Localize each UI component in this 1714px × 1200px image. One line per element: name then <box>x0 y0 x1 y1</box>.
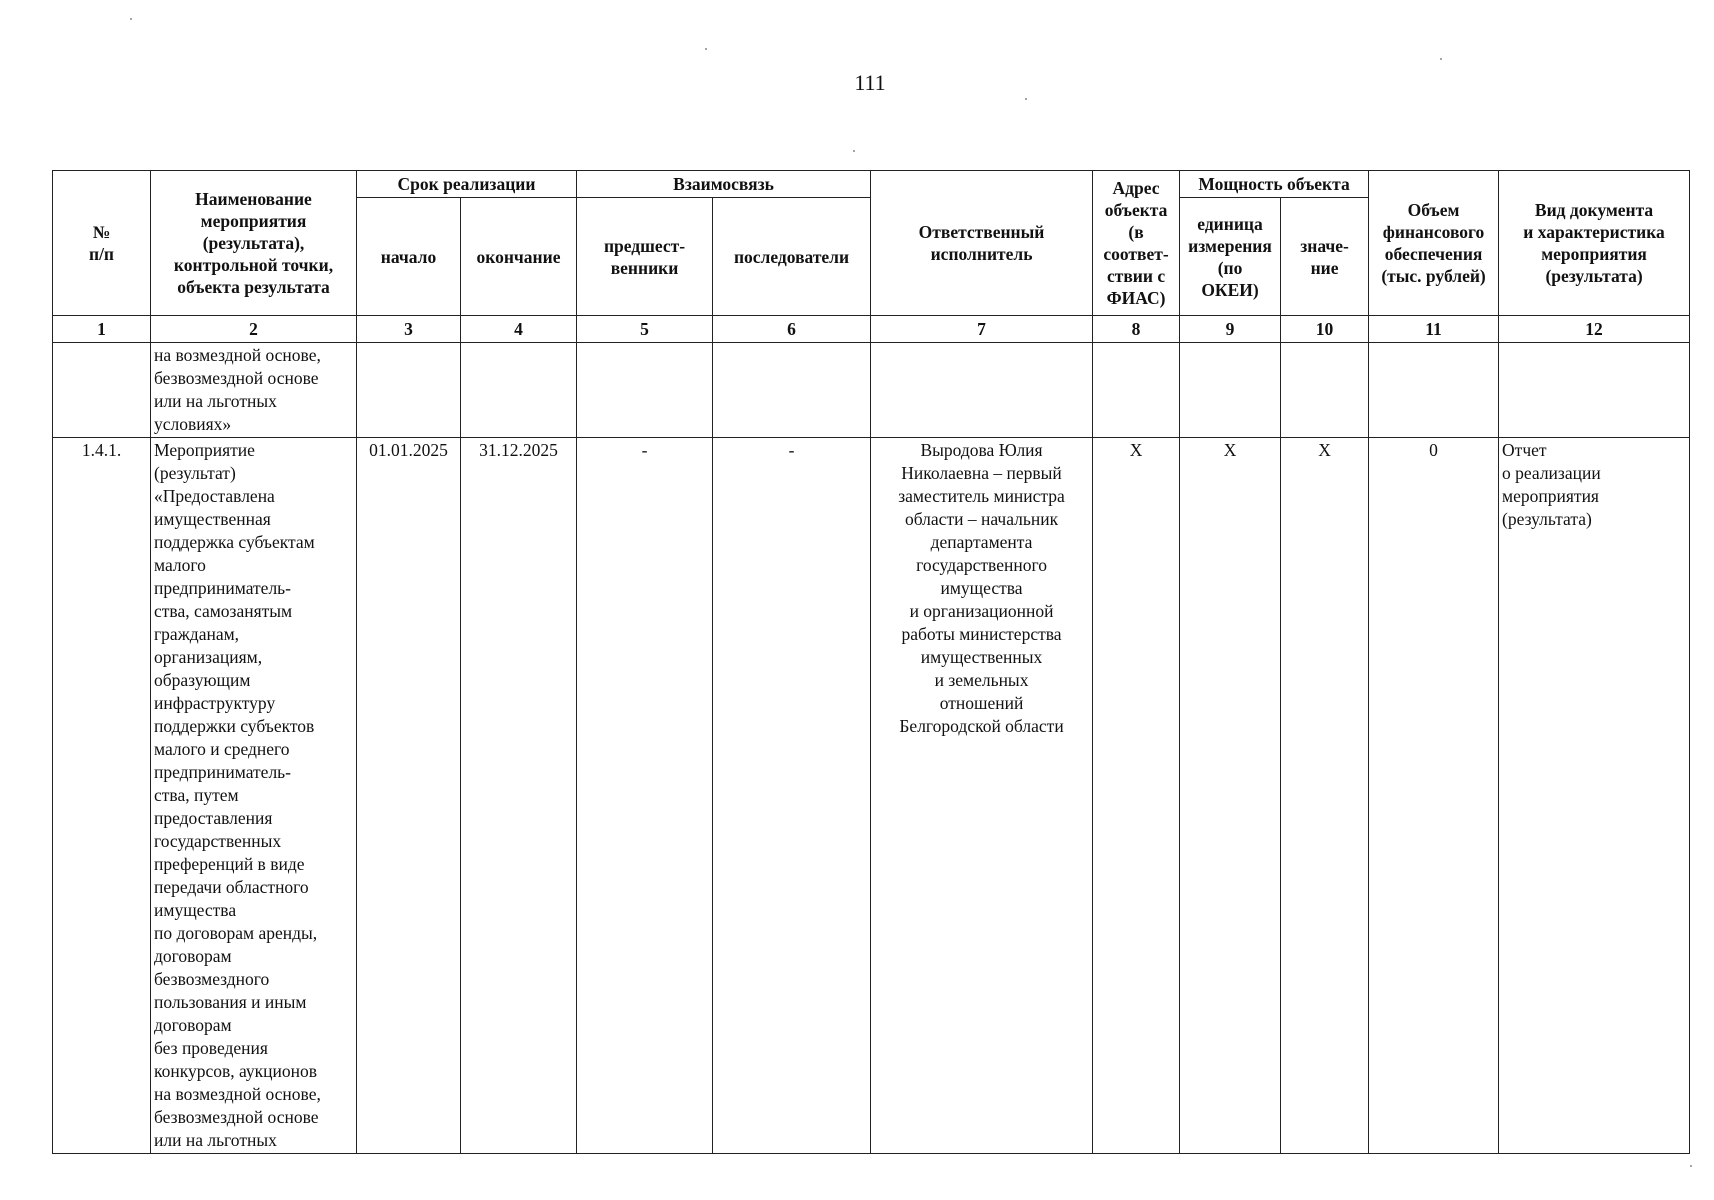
row-predecessors: - <box>577 438 713 1154</box>
row-name: на возмездной основе, безвозмездной основе или на льготных условиях» <box>151 343 357 438</box>
row-successors <box>713 343 871 438</box>
row-financing <box>1369 343 1499 438</box>
row-value: Х <box>1281 438 1369 1154</box>
row-unit: Х <box>1180 438 1281 1154</box>
row-responsible <box>871 343 1093 438</box>
page-number: 111 <box>854 70 886 95</box>
header-unit: единица измерения (по ОКЕИ) <box>1180 198 1281 316</box>
column-number: 6 <box>713 316 871 343</box>
column-number: 7 <box>871 316 1093 343</box>
column-number: 12 <box>1499 316 1690 343</box>
row-num <box>53 343 151 438</box>
row-doc-type: Отчет о реализации мероприятия (результата) <box>1499 438 1690 1154</box>
header-capacity: Мощность объекта <box>1180 171 1369 198</box>
header-responsible: Ответственный исполнитель <box>871 171 1093 316</box>
row-successors: - <box>713 438 871 1154</box>
column-number: 8 <box>1093 316 1180 343</box>
column-number: 1 <box>53 316 151 343</box>
plan-table <box>52 170 1690 1154</box>
header-name: Наименование мероприятия (результата), контрольной точки, объекта результата <box>151 171 357 316</box>
table-row <box>53 343 1690 438</box>
table-row <box>53 438 1690 1154</box>
header-num: № п/п <box>53 171 151 316</box>
header-period: Срок реализации <box>357 171 577 198</box>
row-financing: 0 <box>1369 438 1499 1154</box>
row-doc-type <box>1499 343 1690 438</box>
row-responsible: Выродова Юлия Николаевна – первый заместитель министра области – начальник департамента государственного имущества и организационной работы министерства имущественных и земельных отношений Белгородской области <box>871 438 1093 1154</box>
header-value: значе- ние <box>1281 198 1369 316</box>
scan-speck <box>853 150 855 152</box>
header-relation: Взаимосвязь <box>577 171 871 198</box>
header-period-end: окончание <box>461 198 577 316</box>
header-doc-type: Вид документа и характеристика мероприятия (результата) <box>1499 171 1690 316</box>
column-number: 4 <box>461 316 577 343</box>
row-end <box>461 343 577 438</box>
column-number: 9 <box>1180 316 1281 343</box>
row-start: 01.01.2025 <box>357 438 461 1154</box>
header-address: Адрес объекта (в соответ- ствии с ФИАС) <box>1093 171 1180 316</box>
row-predecessors <box>577 343 713 438</box>
row-address: Х <box>1093 438 1180 1154</box>
row-value <box>1281 343 1369 438</box>
header-successors: последователи <box>713 198 871 316</box>
scan-speck <box>1440 58 1442 60</box>
scan-speck <box>1690 1165 1692 1167</box>
header-financing: Объем финансового обеспечения (тыс. рублей) <box>1369 171 1499 316</box>
column-number: 2 <box>151 316 357 343</box>
row-address <box>1093 343 1180 438</box>
scan-speck <box>1025 98 1027 100</box>
row-start <box>357 343 461 438</box>
column-number: 3 <box>357 316 461 343</box>
header-period-start: начало <box>357 198 461 316</box>
scan-speck <box>130 18 132 20</box>
column-number: 5 <box>577 316 713 343</box>
row-num: 1.4.1. <box>53 438 151 1154</box>
scan-speck <box>705 48 707 50</box>
column-number: 10 <box>1281 316 1369 343</box>
column-number: 11 <box>1369 316 1499 343</box>
row-unit <box>1180 343 1281 438</box>
row-name: Мероприятие (результат) «Предоставлена имущественная поддержка субъектам малого предприниматель- ства, самозанятым гражданам, организациям, образующим инфраструктуру поддержки субъектов малого и среднего предприниматель- ства, путем предоставления государственных преференций в виде передачи областного имущества по договорам аренды, договорам безвозмездного пользования и иным договорам без проведения конкурсов, аукционов на возмездной основе, безвозмездной основе или на льготных <box>151 438 357 1154</box>
header-predecessors: предшест- венники <box>577 198 713 316</box>
row-end: 31.12.2025 <box>461 438 577 1154</box>
